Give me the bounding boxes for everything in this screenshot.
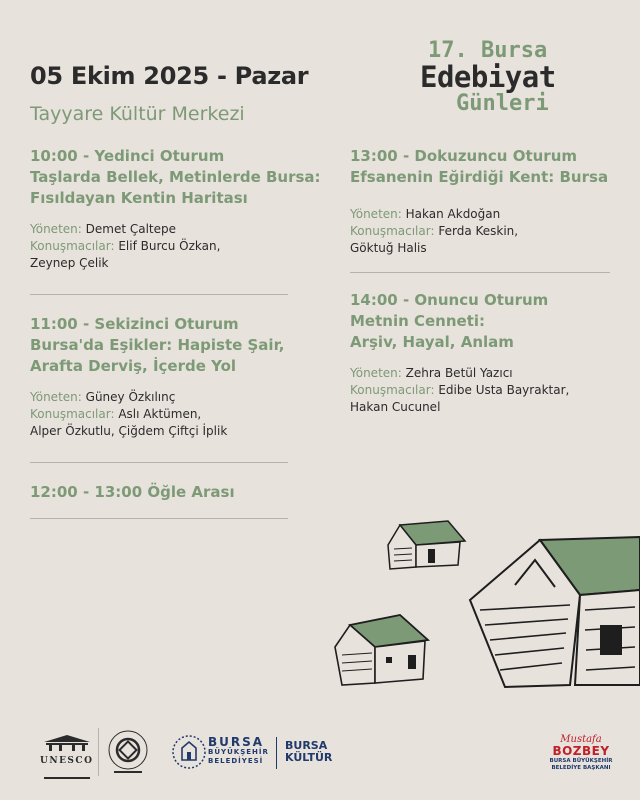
session-title-line: Fısıldayan Kentin Haritası xyxy=(30,189,248,207)
session-title-line: Arafta Derviş, İçerde Yol xyxy=(30,357,237,375)
speakers-names-cont: Hakan Cucunel xyxy=(350,400,441,414)
moderator-name: Demet Çaltepe xyxy=(85,222,177,236)
mayor-first-name: Mustafa xyxy=(560,734,602,745)
speakers-label: Konuşmacılar: xyxy=(350,224,435,238)
heritage-emblem xyxy=(106,728,150,780)
session-people xyxy=(30,389,310,440)
bb-line3: BELEDİYESİ xyxy=(208,757,264,765)
session-title-line: 11:00 - Sekizinci Oturum xyxy=(30,315,239,333)
speakers-label: Konuşmacılar: xyxy=(350,383,435,397)
session-title-line: 14:00 - Onuncu Oturum xyxy=(350,291,549,309)
festival-logo xyxy=(420,40,556,115)
session-people xyxy=(350,365,630,416)
session-title-line: Arşiv, Hayal, Anlam xyxy=(350,333,514,351)
speakers-names-cont: Göktuğ Halis xyxy=(350,241,427,255)
speakers-names: Edibe Usta Bayraktar, xyxy=(438,383,570,397)
session-9 xyxy=(350,146,630,257)
divider xyxy=(30,294,288,295)
moderator-name: Zehra Betül Yazıcı xyxy=(405,366,513,380)
bursa-kultur-text xyxy=(285,740,332,764)
session-title-line: Efsanenin Eğirdiği Kent: Bursa xyxy=(350,168,609,186)
lunch-break xyxy=(30,482,310,503)
moderator-label: Yöneten: xyxy=(350,366,402,380)
speakers-names: Ferda Keskin, xyxy=(438,224,519,238)
mayor-title-1: BURSA BÜYÜKŞEHİR xyxy=(549,758,613,764)
bursa-bb-text xyxy=(208,737,269,766)
divider xyxy=(30,518,288,519)
mayor-title-2: BELEDİYE BAŞKANI xyxy=(551,765,611,771)
crest-icon xyxy=(172,732,206,772)
world-heritage-icon xyxy=(106,728,150,776)
houses-illustration xyxy=(330,515,640,690)
base-line-icon xyxy=(40,776,94,781)
mayor-signature-logo xyxy=(548,734,614,772)
speakers-names: Elif Burcu Özkan, xyxy=(118,239,221,253)
footer-divider xyxy=(98,728,99,776)
session-title-line: 10:00 - Yedinci Oturum xyxy=(30,147,225,165)
speakers-names-cont: Alper Özkutlu, Çiğdem Çiftçi İplik xyxy=(30,424,228,438)
mayor-last-name: BOZBEY xyxy=(552,744,610,758)
event-venue: Tayyare Kültür Merkezi xyxy=(30,103,245,125)
festival-logo-line3: Günleri xyxy=(456,91,549,116)
session-title-line: 12:00 - 13:00 Öğle Arası xyxy=(30,483,235,501)
session-title-line: 13:00 - Dokuzuncu Oturum xyxy=(350,147,578,165)
session-people xyxy=(350,206,630,257)
divider xyxy=(30,462,288,463)
bb-line1: BURSA xyxy=(208,735,265,749)
session-8 xyxy=(30,314,310,440)
moderator-label: Yöneten: xyxy=(350,207,402,221)
footer-divider xyxy=(276,737,277,769)
session-title xyxy=(30,482,310,503)
moderator-label: Yöneten: xyxy=(30,222,82,236)
moderator-name: Hakan Akdoğan xyxy=(405,207,501,221)
session-title-line: Taşlarda Bellek, Metinlerde Bursa: xyxy=(30,168,321,186)
small-house-icon xyxy=(388,521,465,569)
speakers-names: Aslı Aktümen, xyxy=(118,407,202,421)
speakers-label: Konuşmacılar: xyxy=(30,407,115,421)
moderator-name: Güney Özkılınç xyxy=(85,390,176,404)
session-10 xyxy=(350,290,630,416)
session-title-line: Metnin Cenneti: xyxy=(350,312,486,330)
session-7 xyxy=(30,146,321,272)
temple-icon xyxy=(40,734,94,752)
speakers-label: Konuşmacılar: xyxy=(30,239,115,253)
session-people xyxy=(30,221,310,272)
session-title xyxy=(350,146,630,188)
bb-line2: BÜYÜKŞEHİR xyxy=(208,748,269,756)
session-title xyxy=(30,146,321,209)
bursa-bb-crest xyxy=(172,732,206,776)
festival-logo-line2: Edebiyat xyxy=(420,60,556,94)
divider xyxy=(350,272,610,273)
session-title-line: Bursa'da Eşikler: Hapiste Şair, xyxy=(30,336,285,354)
unesco-logo xyxy=(40,734,94,785)
unesco-text: UNESCO xyxy=(40,756,94,766)
event-date: 05 Ekim 2025 - Pazar xyxy=(30,62,309,90)
front-house-icon xyxy=(335,615,428,685)
speakers-names-cont: Zeynep Çelik xyxy=(30,256,109,270)
session-title xyxy=(30,314,310,377)
session-title xyxy=(350,290,630,353)
kultur-line1: BURSA xyxy=(285,739,328,752)
moderator-label: Yöneten: xyxy=(30,390,82,404)
large-house-icon xyxy=(470,537,640,687)
festival-logo-line1: 17. Bursa xyxy=(428,38,548,63)
kultur-line2: KÜLTÜR xyxy=(285,751,333,764)
